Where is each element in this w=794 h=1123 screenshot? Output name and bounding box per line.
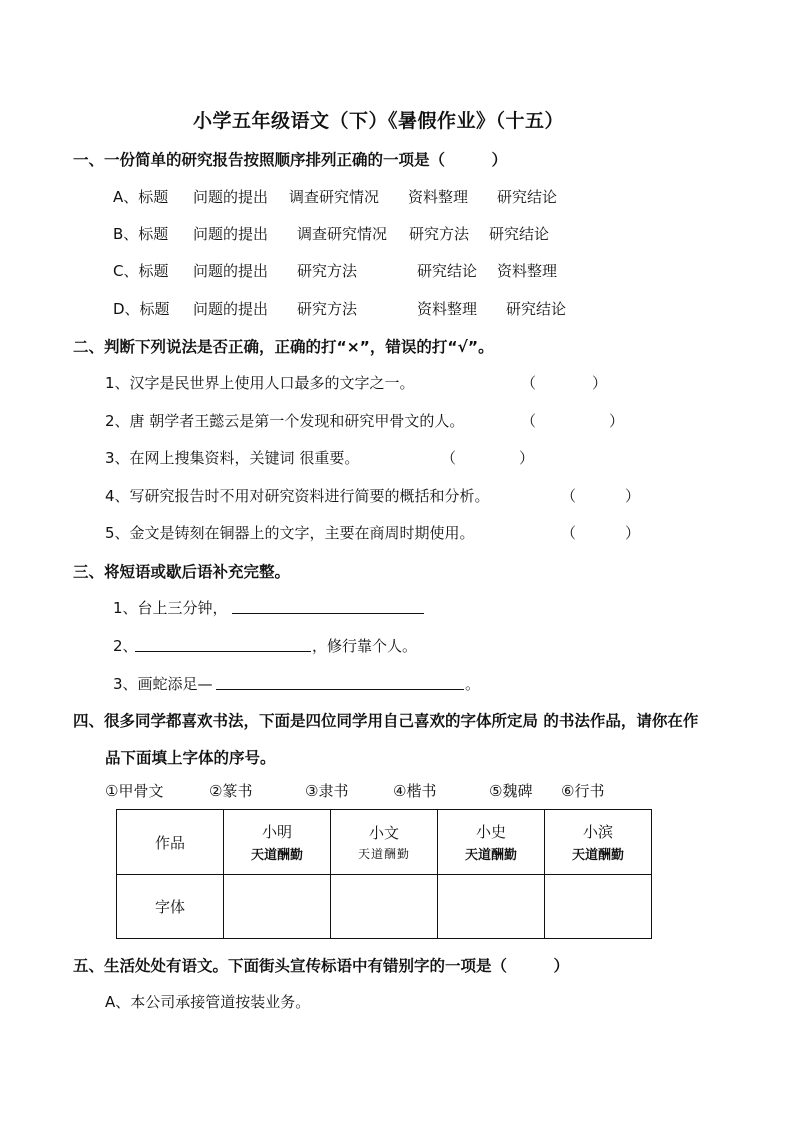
judgement-text: 3、在网上搜集资料，关键词 很重要。 <box>105 449 360 467</box>
option-label: B、标题 <box>113 225 169 243</box>
calligraphy-table <box>116 809 652 939</box>
option-item: 调查研究情况 <box>297 225 388 243</box>
row-label-works: 作品 <box>117 810 224 875</box>
answer-cell[interactable] <box>545 875 652 939</box>
student-name: 小文 <box>368 824 399 842</box>
judgement-text: 1、汉字是民世界上使用人口最多的文字之一。 <box>105 374 415 392</box>
answer-paren-right: ） <box>625 487 641 505</box>
question-1-heading: 一、一份简单的研究报告按照顺序排列正确的一项是（ ） <box>73 151 508 169</box>
answer-paren-left: （ <box>441 449 457 467</box>
calligraphy-work: 天道酬勤 <box>250 848 303 863</box>
fill-blank[interactable] <box>135 636 311 652</box>
option-item: 研究结论 <box>506 300 567 318</box>
judgement-text: 5、金文是铸刻在铜器上的文字，主要在商周时期使用。 <box>105 524 475 542</box>
table-row <box>117 875 652 939</box>
question-2-heading: 二、判断下列说法是否正确，正确的打“×”，错误的打“√”。 <box>73 338 494 356</box>
answer-paren-right: ） <box>592 374 608 392</box>
answer-paren-left: （ <box>561 524 577 542</box>
option-item: 问题的提出 <box>193 225 269 243</box>
option-item: 问题的提出 <box>193 300 269 318</box>
student-cell <box>331 810 438 875</box>
question-5-option-a: A、本公司承接管道按装业务。 <box>105 993 311 1011</box>
font-option: ③隶书 <box>305 782 349 800</box>
question-4-heading-cont: 品下面填上字体的序号。 <box>105 749 276 767</box>
judgement-text: 4、写研究报告时不用对研究资料进行简要的概括和分析。 <box>105 487 490 505</box>
fill-prefix: 1、台上三分钟， <box>113 599 228 617</box>
fill-prefix: 3、画蛇添足— <box>113 675 213 693</box>
option-item: 研究方法 <box>297 300 358 318</box>
option-label: C、标题 <box>113 262 169 280</box>
answer-cell[interactable] <box>438 875 545 939</box>
option-label: D、标题 <box>113 300 170 318</box>
answer-paren-right: ） <box>625 524 641 542</box>
answer-paren-right: ） <box>519 449 535 467</box>
page-title: 小学五年级语文（下）《暑假作业》（十五） <box>193 110 565 132</box>
student-name: 小史 <box>475 823 506 841</box>
calligraphy-work: 天道酬勤 <box>464 848 517 863</box>
question-3-heading: 三、将短语或歇后语补充完整。 <box>73 563 291 581</box>
student-cell <box>545 810 652 875</box>
option-label: A、标题 <box>113 188 169 206</box>
calligraphy-work: 天道酬勤 <box>571 848 624 863</box>
option-item: 资料整理 <box>408 188 469 206</box>
student-name: 小明 <box>261 823 292 841</box>
option-item: 研究方法 <box>409 225 470 243</box>
fill-suffix: 。 <box>465 675 481 693</box>
option-item: 研究方法 <box>297 262 358 280</box>
judgement-text: 2、唐 朝学者王懿云是第一个发现和研究甲骨文的人。 <box>105 412 465 430</box>
option-item: 问题的提出 <box>193 262 269 280</box>
fill-blank[interactable] <box>216 674 464 690</box>
calligraphy-work: 天道酬勤 <box>357 847 410 861</box>
option-item: 调查研究情况 <box>289 188 380 206</box>
answer-cell[interactable] <box>224 875 331 939</box>
fill-prefix: 2、 <box>113 637 138 655</box>
answer-cell[interactable] <box>331 875 438 939</box>
option-item: 研究结论 <box>489 225 550 243</box>
option-item: 资料整理 <box>497 262 558 280</box>
answer-paren-left: （ <box>521 374 537 392</box>
option-item: 研究结论 <box>417 262 478 280</box>
font-option: ⑥行书 <box>561 782 605 800</box>
student-cell <box>224 810 331 875</box>
fill-suffix: ，修行靠个人。 <box>312 637 418 655</box>
question-4-heading: 四、很多同学都喜欢书法，下面是四位同学用自己喜欢的字体所定局 的书法作品，请你在作 <box>73 712 699 730</box>
option-item: 问题的提出 <box>193 188 269 206</box>
font-option: ②篆书 <box>209 782 253 800</box>
table-row <box>117 810 652 875</box>
answer-paren-left: （ <box>521 412 537 430</box>
option-item: 资料整理 <box>417 300 478 318</box>
option-item: 研究结论 <box>497 188 558 206</box>
answer-paren-left: （ <box>561 487 577 505</box>
student-cell <box>438 810 545 875</box>
question-5-heading: 五、生活处处有语文。下面街头宣传标语中有错别字的一项是（ ） <box>73 957 570 975</box>
font-option: ①甲骨文 <box>105 782 164 800</box>
font-option: ④楷书 <box>393 782 437 800</box>
answer-paren-right: ） <box>609 412 625 430</box>
student-name: 小滨 <box>582 823 613 841</box>
fill-blank[interactable] <box>232 598 424 614</box>
font-option: ⑤魏碑 <box>489 782 533 800</box>
row-label-font: 字体 <box>117 875 224 939</box>
